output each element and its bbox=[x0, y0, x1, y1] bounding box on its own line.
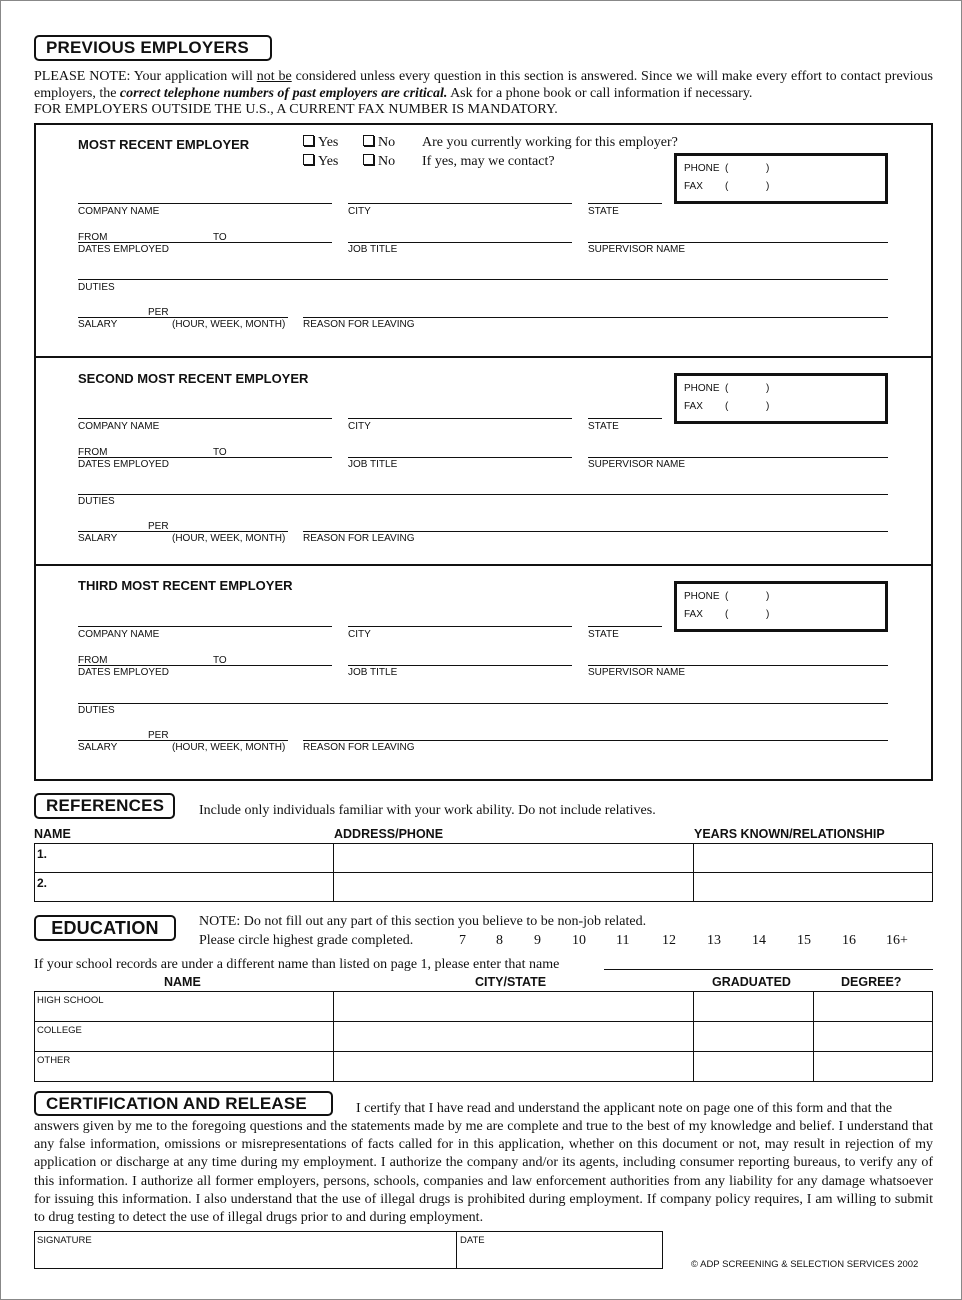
supervisor-name-label: SUPERVISOR NAME bbox=[588, 459, 686, 470]
city-label: CITY bbox=[348, 206, 371, 217]
paren-open: ( bbox=[725, 401, 729, 412]
school-name-line[interactable] bbox=[604, 969, 933, 970]
grade-12[interactable]: 12 bbox=[662, 933, 676, 948]
references-col-address: ADDRESS/PHONE bbox=[334, 827, 444, 841]
grade-13[interactable]: 13 bbox=[707, 933, 721, 948]
college-graduated-cell[interactable] bbox=[694, 1022, 814, 1052]
college-city-cell[interactable] bbox=[334, 1022, 694, 1052]
supervisor-name-line[interactable] bbox=[588, 665, 888, 666]
grade-16-plus[interactable]: 16+ bbox=[886, 933, 908, 948]
education-note-1: NOTE: Do not fill out any part of this section you believe to be non-job related. bbox=[199, 914, 647, 929]
duties-line[interactable] bbox=[78, 703, 888, 704]
college-degree-cell[interactable] bbox=[814, 1022, 933, 1052]
references-header: REFERENCES bbox=[34, 793, 175, 819]
paren-open: ( bbox=[725, 609, 729, 620]
signature-date-divider bbox=[456, 1231, 457, 1269]
row-label: HIGH SCHOOL bbox=[37, 995, 104, 1006]
duties-label: DUTIES bbox=[78, 496, 115, 507]
state-line[interactable] bbox=[588, 418, 662, 419]
job-title-label: JOB TITLE bbox=[348, 667, 398, 678]
employer-3-phone-label: PHONE bbox=[684, 591, 720, 602]
paren-open: ( bbox=[725, 383, 729, 394]
state-label: STATE bbox=[588, 206, 619, 217]
dates-employed-label: DATES EMPLOYED bbox=[78, 459, 169, 470]
reason-for-leaving-line[interactable] bbox=[303, 317, 888, 318]
job-title-line[interactable] bbox=[348, 665, 572, 666]
table-row bbox=[35, 1052, 933, 1082]
college-name-cell[interactable] bbox=[35, 1022, 334, 1052]
other-degree-cell[interactable] bbox=[814, 1052, 933, 1082]
city-label: CITY bbox=[348, 629, 371, 640]
salary-label: SALARY bbox=[78, 319, 118, 330]
job-title-label: JOB TITLE bbox=[348, 459, 398, 470]
education-col-degree: DEGREE? bbox=[841, 975, 902, 989]
table-row bbox=[35, 992, 933, 1022]
checkbox-icon[interactable] bbox=[363, 154, 374, 165]
employer-1-fax-label: FAX bbox=[684, 181, 703, 192]
reason-for-leaving-label: REASON FOR LEAVING bbox=[303, 533, 415, 544]
signature-label: SIGNATURE bbox=[37, 1235, 92, 1246]
paren-open: ( bbox=[725, 181, 729, 192]
grade-16[interactable]: 16 bbox=[842, 933, 856, 948]
employer-1-phone-box[interactable] bbox=[674, 153, 888, 204]
job-title-label: JOB TITLE bbox=[348, 244, 398, 255]
paren-open: ( bbox=[725, 591, 729, 602]
reference-1-address-cell[interactable] bbox=[334, 844, 694, 873]
high-school-name-cell[interactable] bbox=[35, 992, 334, 1022]
row-label: OTHER bbox=[37, 1055, 71, 1066]
from-label: FROM bbox=[78, 447, 108, 458]
supervisor-name-label: SUPERVISOR NAME bbox=[588, 667, 686, 678]
certification-header: CERTIFICATION AND RELEASE bbox=[34, 1091, 333, 1116]
table-row bbox=[35, 844, 933, 873]
row-label: COLLEGE bbox=[37, 1025, 82, 1036]
dates-employed-line[interactable] bbox=[78, 665, 332, 666]
company-name-line[interactable] bbox=[78, 626, 332, 627]
other-graduated-cell[interactable] bbox=[694, 1052, 814, 1082]
table-row bbox=[35, 1022, 933, 1052]
to-label: TO bbox=[213, 232, 227, 243]
employer-2-phone-label: PHONE bbox=[684, 383, 720, 394]
references-col-name: NAME bbox=[34, 827, 71, 841]
reason-for-leaving-line[interactable] bbox=[303, 740, 888, 741]
employer-2-title: SECOND MOST RECENT EMPLOYER bbox=[78, 371, 309, 386]
signature-box[interactable] bbox=[34, 1231, 663, 1269]
other-name-cell[interactable] bbox=[35, 1052, 334, 1082]
high-school-degree-cell[interactable] bbox=[814, 992, 933, 1022]
job-title-line[interactable] bbox=[348, 457, 572, 458]
state-line[interactable] bbox=[588, 203, 662, 204]
duties-line[interactable] bbox=[78, 494, 888, 495]
note-prefix: PLEASE NOTE: Your application will bbox=[34, 69, 257, 84]
reference-1-name-cell[interactable] bbox=[35, 844, 334, 873]
to-label: TO bbox=[213, 655, 227, 666]
employer-divider-2 bbox=[34, 564, 933, 566]
references-note: Include only individuals familiar with your work ability. Do not include relatives. bbox=[199, 803, 656, 818]
company-name-line[interactable] bbox=[78, 418, 332, 419]
employer-1-title: MOST RECENT EMPLOYER bbox=[78, 137, 250, 152]
note-underlined: not be bbox=[256, 69, 292, 84]
per-label: PER bbox=[148, 730, 169, 741]
city-line[interactable] bbox=[348, 203, 572, 204]
paren-open: ( bbox=[725, 163, 729, 174]
note-mid: considered unless every question in this section is answered. Since we will make every effort to contact previous employers, the bbox=[34, 69, 933, 101]
checkbox-icon[interactable] bbox=[363, 135, 374, 146]
salary-line[interactable] bbox=[78, 740, 288, 741]
per-label: PER bbox=[148, 307, 169, 318]
reason-for-leaving-line[interactable] bbox=[303, 531, 888, 532]
employer-2-phone-box[interactable] bbox=[674, 373, 888, 424]
date-label: DATE bbox=[460, 1235, 485, 1246]
city-label: CITY bbox=[348, 421, 371, 432]
supervisor-name-line[interactable] bbox=[588, 457, 888, 458]
dates-employed-label: DATES EMPLOYED bbox=[78, 667, 169, 678]
certification-text-first: I certify that I have read and understand the applicant note on page one of this form and that the bbox=[356, 1101, 893, 1116]
per-label: PER bbox=[148, 521, 169, 532]
to-label: TO bbox=[213, 447, 227, 458]
education-col-graduated: GRADUATED bbox=[712, 975, 791, 989]
grade-8[interactable]: 8 bbox=[496, 933, 503, 948]
state-label: STATE bbox=[588, 629, 619, 640]
certification-text: answers given by me to the foregoing questions and the statements made by me are complete and true to the best of my knowledge and belief. I understand that any false information, omissions or misrepresentations of facts called for in this application, whether on this document or not, may result in rejection of my application or discharge at any time during my employment. I authorize the company and/or its agents, including consumer reporting bureaus, to verify any of this information. I authorize all former employers, persons, schools, companies and law enforcement authorities from any liability for any damage whatsoever for issuing this information. I also understand that the use of illegal drugs is prohibited during employment. If company policy requires, I am willing to submit to drug testing to detect the use of illegal drugs prior to and during employment. bbox=[34, 1119, 933, 1226]
reason-for-leaving-label: REASON FOR LEAVING bbox=[303, 319, 415, 330]
row-number: 1. bbox=[37, 847, 48, 861]
city-line[interactable] bbox=[348, 626, 572, 627]
dates-employed-label: DATES EMPLOYED bbox=[78, 244, 169, 255]
previous-employers-note bbox=[34, 69, 933, 119]
paren-close: ) bbox=[766, 181, 770, 192]
references-table bbox=[34, 843, 933, 902]
salary-label: SALARY bbox=[78, 533, 118, 544]
company-name-label: COMPANY NAME bbox=[78, 629, 160, 640]
duties-label: DUTIES bbox=[78, 705, 115, 716]
education-table bbox=[34, 991, 933, 1082]
grade-9[interactable]: 9 bbox=[534, 933, 541, 948]
dates-employed-line[interactable] bbox=[78, 242, 332, 243]
currently-working-no[interactable]: No bbox=[363, 135, 395, 151]
may-contact-no[interactable]: No bbox=[363, 154, 395, 170]
employers-box bbox=[34, 123, 933, 781]
salary-line[interactable] bbox=[78, 531, 288, 532]
company-name-label: COMPANY NAME bbox=[78, 206, 160, 217]
employer-2-fax-label: FAX bbox=[684, 401, 703, 412]
education-col-name: NAME bbox=[164, 975, 201, 989]
state-label: STATE bbox=[588, 421, 619, 432]
education-note-2: Please circle highest grade completed. bbox=[199, 933, 414, 948]
grade-15[interactable]: 15 bbox=[797, 933, 811, 948]
dates-employed-line[interactable] bbox=[78, 457, 332, 458]
employer-3-phone-box[interactable] bbox=[674, 581, 888, 632]
employer-3-fax-label: FAX bbox=[684, 609, 703, 620]
city-line[interactable] bbox=[348, 418, 572, 419]
company-name-line[interactable] bbox=[78, 203, 332, 204]
from-label: FROM bbox=[78, 655, 108, 666]
question-may-contact: If yes, may we contact? bbox=[422, 154, 555, 169]
references-col-years: YEARS KNOWN/RELATIONSHIP bbox=[694, 827, 885, 841]
reference-1-years-cell[interactable] bbox=[694, 844, 933, 873]
salary-period-label: (HOUR, WEEK, MONTH) bbox=[172, 742, 286, 753]
paren-close: ) bbox=[766, 609, 770, 620]
note-suffix: Ask for a phone book or call information if necessary. bbox=[447, 85, 753, 101]
grade-7[interactable]: 7 bbox=[459, 933, 466, 948]
employer-3-title: THIRD MOST RECENT EMPLOYER bbox=[78, 578, 293, 593]
from-label: FROM bbox=[78, 232, 108, 243]
education-col-city-state: CITY/STATE bbox=[475, 975, 547, 989]
employer-divider-1 bbox=[34, 356, 933, 358]
duties-line[interactable] bbox=[78, 279, 888, 280]
table-row bbox=[35, 873, 933, 902]
reference-2-address-cell[interactable] bbox=[334, 873, 694, 902]
other-city-cell[interactable] bbox=[334, 1052, 694, 1082]
job-title-line[interactable] bbox=[348, 242, 572, 243]
supervisor-name-line[interactable] bbox=[588, 242, 888, 243]
grade-14[interactable]: 14 bbox=[752, 933, 766, 948]
question-currently-working: Are you currently working for this employer? bbox=[422, 135, 678, 150]
checkbox-icon[interactable] bbox=[303, 154, 314, 165]
high-school-graduated-cell[interactable] bbox=[694, 992, 814, 1022]
grade-11[interactable]: 11 bbox=[616, 933, 630, 948]
salary-line[interactable] bbox=[78, 317, 288, 318]
paren-close: ) bbox=[766, 383, 770, 394]
copyright-footer: © ADP SCREENING & SELECTION SERVICES 2002 bbox=[691, 1259, 919, 1270]
previous-employers-header: PREVIOUS EMPLOYERS bbox=[34, 35, 272, 61]
reference-2-years-cell[interactable] bbox=[694, 873, 933, 902]
paren-close: ) bbox=[766, 401, 770, 412]
duties-label: DUTIES bbox=[78, 282, 115, 293]
high-school-city-cell[interactable] bbox=[334, 992, 694, 1022]
reference-2-name-cell[interactable] bbox=[35, 873, 334, 902]
school-name-prompt: If your school records are under a different name than listed on page 1, please enter that name bbox=[34, 957, 560, 972]
note-line2: FOR EMPLOYERS OUTSIDE THE U.S., A CURRENT FAX NUMBER IS MANDATORY. bbox=[34, 102, 558, 117]
state-line[interactable] bbox=[588, 626, 662, 627]
may-contact-yes[interactable]: Yes bbox=[303, 154, 338, 170]
paren-close: ) bbox=[766, 591, 770, 602]
salary-label: SALARY bbox=[78, 742, 118, 753]
checkbox-icon[interactable] bbox=[303, 135, 314, 146]
paren-close: ) bbox=[766, 163, 770, 174]
salary-period-label: (HOUR, WEEK, MONTH) bbox=[172, 319, 286, 330]
employer-1-phone-label: PHONE bbox=[684, 163, 720, 174]
company-name-label: COMPANY NAME bbox=[78, 421, 160, 432]
currently-working-yes[interactable]: Yes bbox=[303, 135, 338, 151]
education-header: EDUCATION bbox=[34, 915, 176, 941]
supervisor-name-label: SUPERVISOR NAME bbox=[588, 244, 686, 255]
note-emphasis: correct telephone numbers of past employers are critical. bbox=[119, 85, 448, 101]
row-number: 2. bbox=[37, 876, 48, 890]
reason-for-leaving-label: REASON FOR LEAVING bbox=[303, 742, 415, 753]
grade-10[interactable]: 10 bbox=[572, 933, 586, 948]
salary-period-label: (HOUR, WEEK, MONTH) bbox=[172, 533, 286, 544]
